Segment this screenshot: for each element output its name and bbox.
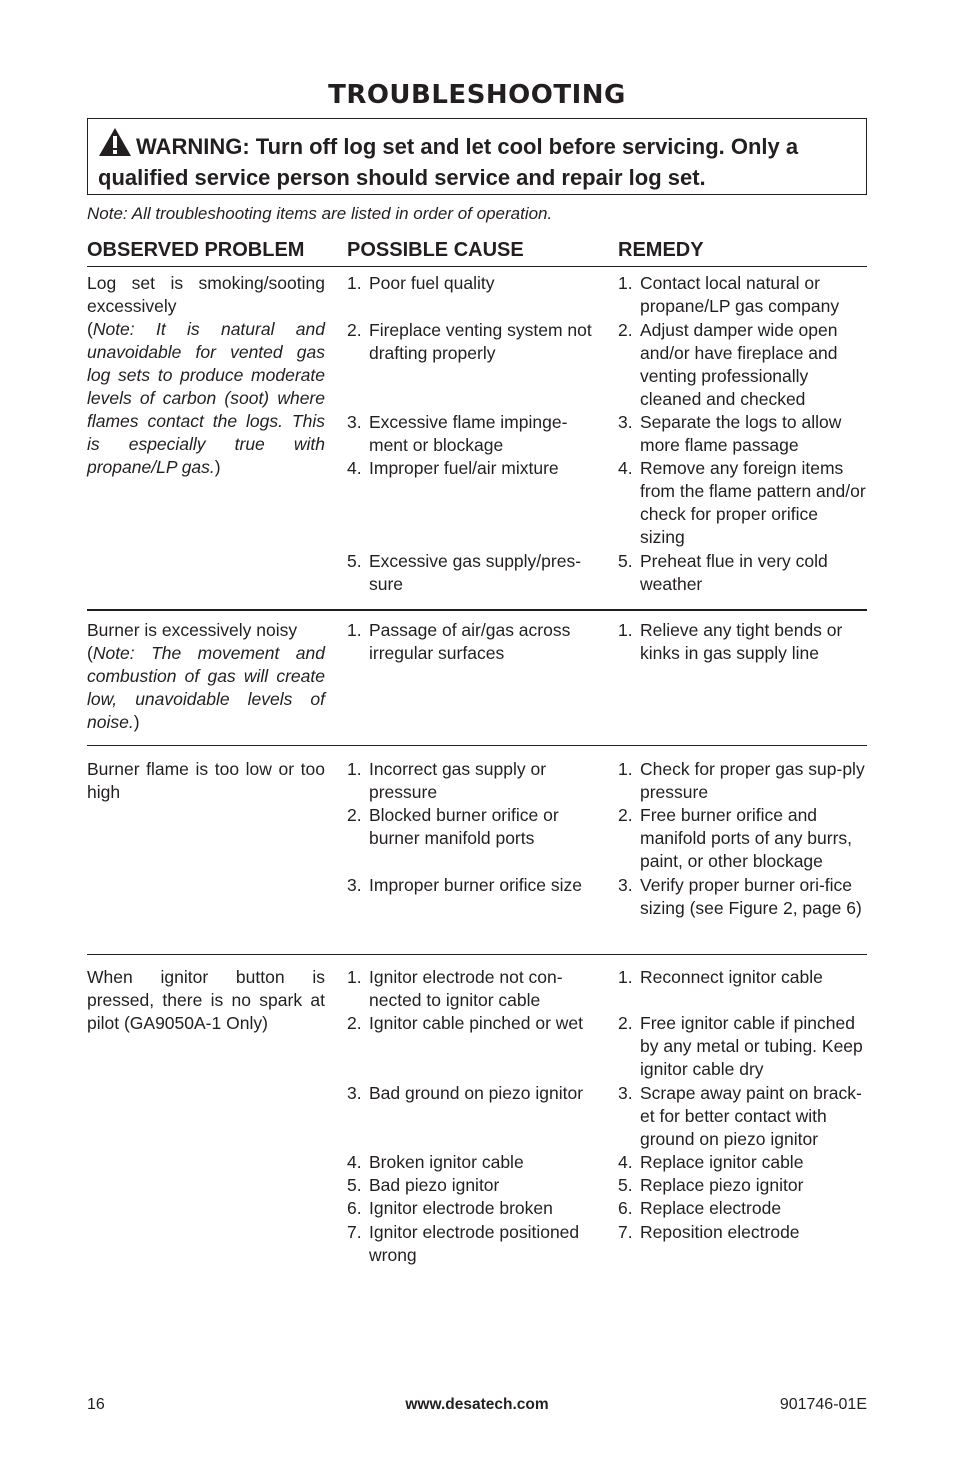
remedy-item: 3. Separate the logs to allow more flame passage xyxy=(618,412,842,455)
remedy-item: 5. Preheat flue in very cold weather xyxy=(618,551,828,594)
website-link[interactable]: www.desatech.com xyxy=(405,1396,549,1413)
cause-item: 4. Improper fuel/air mixture xyxy=(347,458,559,478)
warning-box xyxy=(87,118,867,195)
cause-item: 5. Excessive gas supply/pres-sure xyxy=(347,551,582,594)
cause-item: 1. Incorrect gas supply or pressure xyxy=(347,759,547,802)
order-note: Note: All troubleshooting items are listed in order of operation. xyxy=(87,204,553,223)
cause-item: 3. Excessive flame impinge-ment or blockage xyxy=(347,412,568,455)
remedy-item: 1. Relieve any tight bends or kinks in gas supply line xyxy=(618,620,843,663)
page-title: TROUBLESHOOTING xyxy=(328,80,626,110)
problem-cell: Log set is smoking/sooting excessively (Note: It is natural and unavoidable for vented gas log sets to produce moderate levels of carbon (soot) where flames contact the logs. This is especially true with propane/LP gas.) xyxy=(87,273,325,477)
remedy-item: 1. Reconnect ignitor cable xyxy=(618,967,823,987)
remedy-item: 4. Remove any foreign items from the flame pattern and/or check for proper orifice sizing xyxy=(618,458,866,547)
cause-item: 3. Improper burner orifice size xyxy=(347,875,582,895)
cause-item: 2. Fireplace venting system not drafting properly xyxy=(347,320,592,363)
problem-text: Log set is smoking/sooting excessively xyxy=(87,273,325,316)
problem-text: Burner is excessively noisy xyxy=(87,620,298,640)
row-divider xyxy=(87,745,867,746)
remedy-item: 1. Contact local natural or propane/LP gas company xyxy=(618,273,840,316)
problem-note: Note: It is natural and unavoidable for vented gas log sets to produce moderate levels of carbon (soot) where flames contact the logs. This is especially true with propane/LP gas. xyxy=(87,319,325,477)
header-rule xyxy=(87,266,867,267)
remedy-item: 1. Check for proper gas sup-ply pressure xyxy=(618,759,865,802)
row-divider xyxy=(87,954,867,955)
remedy-item: 2. Adjust damper wide open and/or have fireplace and venting professionally cleaned and checked xyxy=(618,320,838,409)
remedy-item: 4. Replace ignitor cable xyxy=(618,1152,804,1172)
remedy-item: 3. Verify proper burner ori-fice sizing (see Figure 2, page 6) xyxy=(618,875,862,918)
remedy-item: 2. Free ignitor cable if pinched by any metal or tubing. Keep ignitor cable dry xyxy=(618,1013,863,1079)
cause-item: 5. Bad piezo ignitor xyxy=(347,1175,500,1195)
problem-cell xyxy=(87,758,325,804)
cause-item: 2. Blocked burner orifice or burner manifold ports xyxy=(347,805,559,848)
problem-text: When ignitor button is pressed, there is no spark at pilot (GA9050A-1 Only) xyxy=(87,967,325,1033)
cause-item: 1. Poor fuel quality xyxy=(347,273,495,293)
cause-item: 4. Broken ignitor cable xyxy=(347,1152,524,1172)
header-remedy: REMEDY xyxy=(618,239,704,261)
problem-cell xyxy=(87,966,325,1035)
page-number: 16 xyxy=(87,1396,105,1413)
cause-item: 6. Ignitor electrode broken xyxy=(347,1198,553,1218)
row-divider xyxy=(87,609,867,611)
cause-item: 2. Ignitor cable pinched or wet xyxy=(347,1013,584,1033)
remedy-item: 3. Scrape away paint on brack-et for better contact with ground on piezo ignitor xyxy=(618,1083,862,1149)
remedy-item: 5. Replace piezo ignitor xyxy=(618,1175,804,1195)
cause-item: 1. Ignitor electrode not con-nected to ignitor cable xyxy=(347,967,563,1010)
warning-triangle-icon xyxy=(98,127,132,164)
header-observed-problem: OBSERVED PROBLEM xyxy=(87,239,305,261)
cause-item: 3. Bad ground on piezo ignitor xyxy=(347,1083,584,1103)
remedy-item: 7. Reposition electrode xyxy=(618,1222,800,1242)
remedy-item: 6. Replace electrode xyxy=(618,1198,782,1218)
warning-text: WARNING: Turn off log set and let cool before servicing. Only a qualified service person should service and repair log set. xyxy=(98,134,799,190)
header-possible-cause: POSSIBLE CAUSE xyxy=(347,239,524,261)
document-number: 901746-01E xyxy=(779,1396,867,1413)
remedy-item: 2. Free burner orifice and manifold ports of any burrs, paint, or other blockage xyxy=(618,805,853,871)
problem-cell: Burner is excessively noisy (Note: The movement and combustion of gas will create low, unavoidable levels of noise.) xyxy=(87,620,325,732)
cause-item: 7. Ignitor electrode positioned wrong xyxy=(347,1222,580,1265)
cause-item: 1. Passage of air/gas across irregular surfaces xyxy=(347,620,571,663)
problem-text: Burner flame is too low or too high xyxy=(87,759,325,802)
problem-note: Note: The movement and combustion of gas will create low, unavoidable levels of noise. xyxy=(87,643,325,732)
